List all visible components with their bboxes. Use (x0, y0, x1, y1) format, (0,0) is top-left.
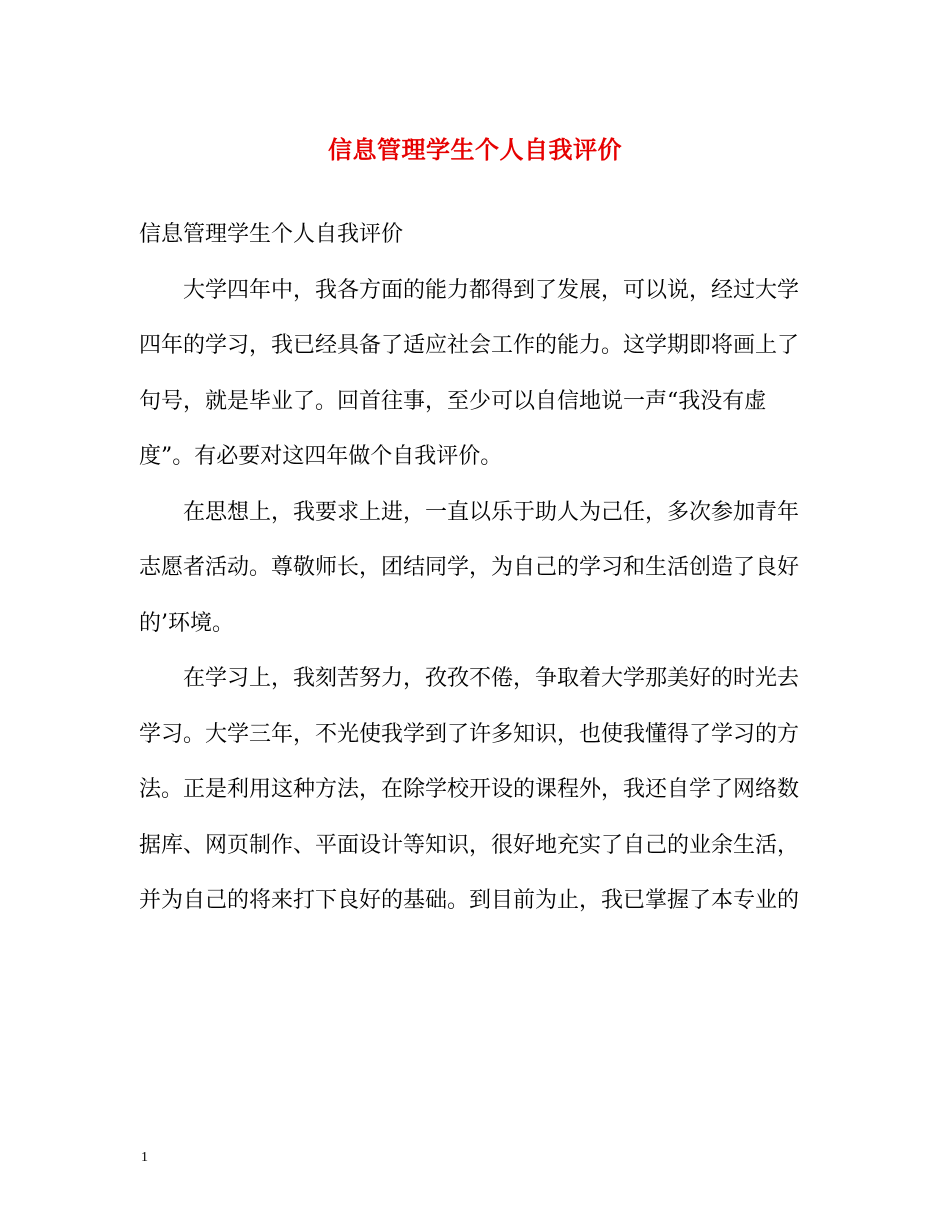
body-line: 四年的学习，我已经具备了适应社会工作的能力。这学期即将画上了 (139, 333, 800, 358)
body-line: 并为自己的将来打下良好的基础。到目前为止，我已掌握了本专业的 (139, 888, 800, 913)
body-line: 据库、网页制作、平面设计等知识，很好地充实了自己的业余生活， (139, 832, 800, 858)
body-line: 句号，就是毕业了。回首往事，至少可以自信地说一声“我没有虚 (139, 388, 767, 414)
body-line: 学习。大学三年，不光使我学到了许多知识，也使我懂得了学习的方 (139, 721, 800, 747)
document-title: 信息管理学生个人自我评价 (328, 135, 622, 164)
body-line: 在学习上，我刻苦努力，孜孜不倦，争取着大学那美好的时光去 (183, 666, 800, 691)
body-line: 在思想上，我要求上进，一直以乐于助人为己任，多次参加青年 (183, 499, 800, 525)
body-line: 大学四年中，我各方面的能力都得到了发展，可以说，经过大学 (183, 277, 800, 303)
body-line: 法。正是利用这种方法，在除学校开设的课程外，我还自学了网络数 (139, 777, 800, 802)
page-number: 1 (141, 1150, 148, 1165)
body-line: 的’环境。 (139, 610, 234, 636)
body-line: 志愿者活动。尊敬师长，团结同学，为自己的学习和生活创造了良好 (139, 555, 800, 580)
body-line-subtitle: 信息管理学生个人自我评价 (139, 222, 404, 247)
document-body (139, 215, 799, 937)
body-line: 度”。有必要对这四年做个自我评价。 (139, 444, 503, 469)
